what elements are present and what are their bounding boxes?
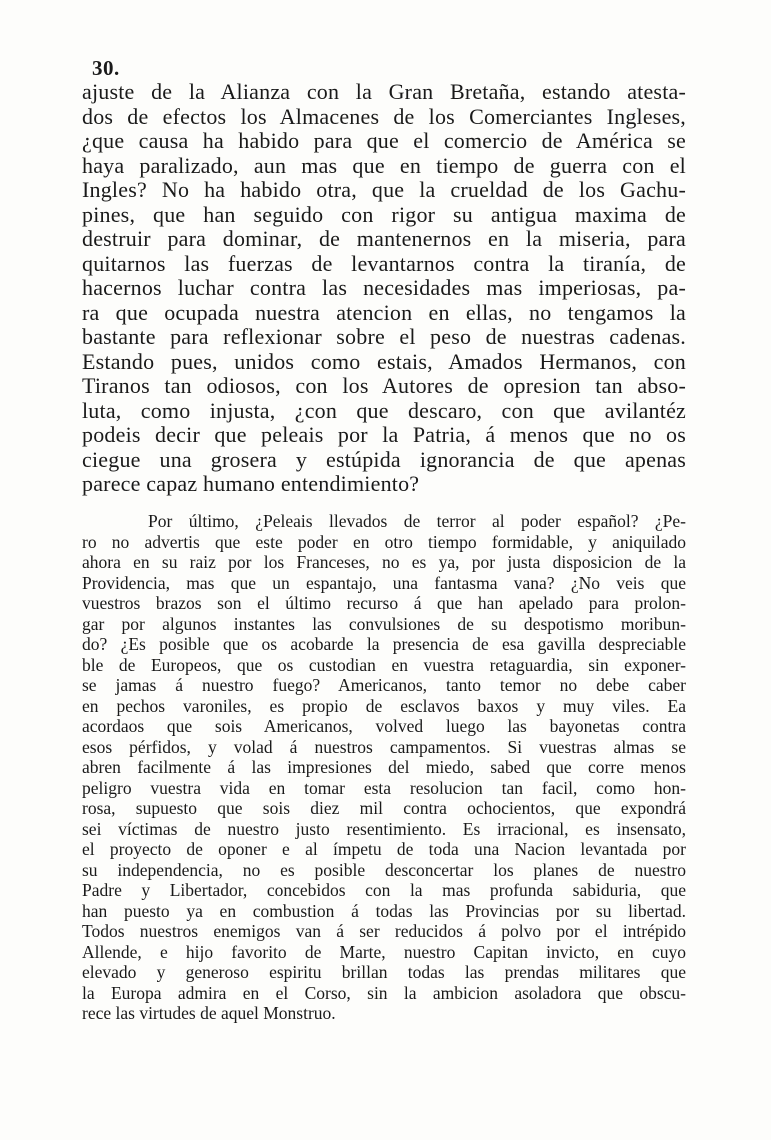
text-line: esos pérfidos, y volad á nuestros campamentos. Si vuestras almas se: [82, 736, 686, 757]
text-line: ble de Europeos, que os custodian en vuestra retaguardia, sin exponer-: [82, 654, 686, 675]
text-line: hacernos luchar contra las necesidades mas imperiosas, pa-: [82, 276, 686, 300]
text-line: peligro vuestra vida en tomar esta resolucion tan facil, como hon-: [82, 777, 686, 798]
text-line: ¿que causa ha habido para que el comercio de América se: [82, 129, 686, 153]
text-line: destruir para dominar, de mantenernos en la miseria, para: [82, 227, 686, 251]
text-line: pines, que han seguido con rigor su antigua maxima de: [82, 202, 686, 227]
text-line: Providencia, mas que un espantajo, una fantasma vana? ¿No veis que: [82, 572, 686, 593]
text-line: han puesto ya en combustion á todas las Provincias por su libertad.: [82, 900, 686, 921]
text-line: acordaos que sois Americanos, volved luego las bayonetas contra: [82, 716, 686, 736]
text-line: do? ¿Es posible que os acobarde la presencia de esa gavilla despreciable: [82, 634, 686, 654]
text-line: elevado y generoso espiritu brillan todas las prendas militares que: [82, 962, 686, 982]
text-line: ahora en su raiz por los Franceses, no es ya, por justa disposicion de la: [82, 552, 686, 572]
text-line: haya paralizado, aun mas que en tiempo de guerra con el: [82, 153, 686, 178]
text-line: podeis decir que peleais por la Patria, á menos que no os: [82, 423, 686, 447]
text-line: Allende, e hijo favorito de Marte, nuestro Capitan invicto, en cuyo: [82, 941, 686, 962]
text-line: vuestros brazos son el último recurso á que han apelado para prolon-: [82, 593, 686, 613]
text-line: su independencia, no es posible desconcertar los planes de nuestro: [82, 859, 686, 880]
text-line: gar por algunos instantes las convulsiones de su despotismo moribun-: [82, 613, 686, 634]
text-line: rosa, supuesto que sois diez mil contra ochocientos, que expondrá: [82, 798, 686, 818]
text-line: abren facilmente á las impresiones del miedo, sabed que corre menos: [82, 757, 686, 777]
text-line: Todos nuestros enemigos van á ser reducidos á polvo por el intrépido: [82, 921, 686, 941]
text-line: rece las virtudes de aquel Monstruo.: [82, 1003, 336, 1023]
paragraph-1: [82, 80, 686, 497]
text-line: Por último, ¿Peleais llevados de terror al poder español? ¿Pe-: [148, 511, 686, 531]
text-line: dos de efectos los Almacenes de los Comerciantes Ingleses,: [82, 104, 686, 129]
text-line: ciegue una grosera y estúpida ignorancia de que apenas: [82, 447, 686, 472]
text-line: parece capaz humano entendimiento?: [82, 472, 420, 496]
text-line: ajuste de la Alianza con la Gran Bretaña, estando atesta-: [82, 80, 686, 104]
text-line: Tiranos tan odiosos, con los Autores de opresion tan abso-: [82, 374, 686, 398]
text-line: ra que ocupada nuestra atencion en ellas, no tengamos la: [82, 300, 686, 325]
page-number: 30.: [92, 56, 120, 80]
text-line: en pechos varoniles, es propio de esclavos baxos y muy viles. Ea: [82, 695, 686, 716]
text-line: sei víctimas de nuestro justo resentimiento. Es irracional, es insensato,: [82, 818, 686, 839]
text-line: luta, como injusta, ¿con que descaro, con que avilantéz: [82, 398, 686, 423]
text-line: la Europa admira en el Corso, sin la ambicion asoladora que obscu-: [82, 982, 686, 1003]
text-line: Padre y Libertador, concebidos con la mas profunda sabiduria, que: [82, 880, 686, 900]
text-line: ro no advertis que este poder en otro tiempo formidable, y aniquilado: [82, 531, 686, 552]
text-line: quitarnos las fuerzas de levantarnos contra la tiranía, de: [82, 251, 686, 276]
text-line: el proyecto de oponer e al ímpetu de toda una Nacion levantada por: [82, 839, 686, 859]
text-line: Ingles? No ha habido otra, que la crueldad de los Gachu-: [82, 178, 686, 202]
paragraph-2: [82, 511, 686, 1024]
text-line: bastante para reflexionar sobre el peso de nuestras cadenas.: [82, 325, 686, 349]
text-line: se jamas á nuestro fuego? Americanos, tanto temor no debe caber: [82, 675, 686, 695]
text-line: Estando pues, unidos como estais, Amados Hermanos, con: [82, 349, 686, 374]
